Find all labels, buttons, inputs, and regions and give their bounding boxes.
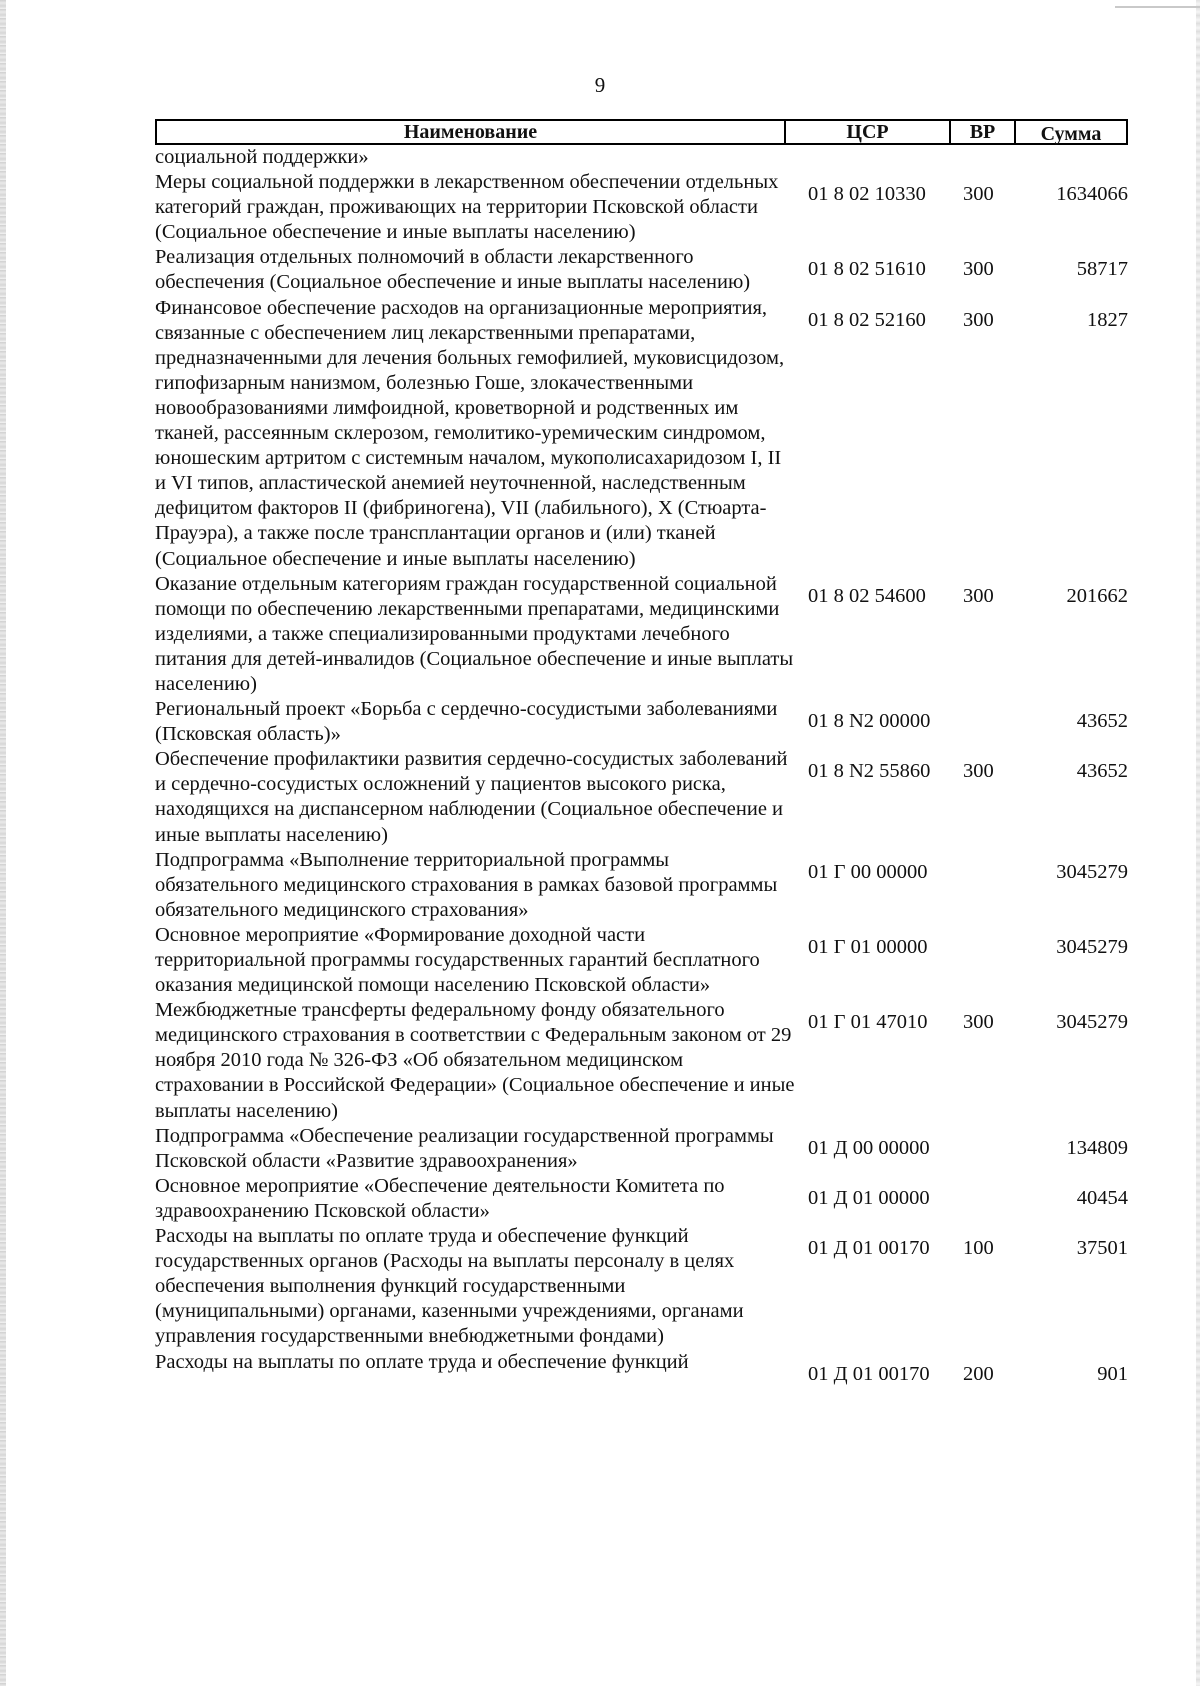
cell-csr: 01 Д 00 00000 (808, 1136, 930, 1159)
cell-vr: 300 (963, 258, 994, 281)
cell-csr: 01 8 02 52160 (808, 308, 926, 331)
cell-sum: 43652 (1076, 710, 1128, 733)
cell-csr: 01 Г 00 00000 (808, 860, 928, 883)
cell-sum: 58717 (1076, 258, 1128, 281)
cell-sum: 134809 (1066, 1136, 1128, 1159)
table-row (155, 245, 1128, 295)
cell-vr: 100 (963, 1237, 994, 1260)
cell-sum: 201662 (1066, 584, 1128, 607)
table-row (155, 848, 1128, 923)
table-row (155, 747, 1128, 847)
header-name: Наименование (157, 121, 786, 143)
cell-sum: 1827 (1087, 308, 1128, 331)
cell-sum: 3045279 (1056, 860, 1128, 883)
budget-table (155, 119, 1128, 1387)
cell-name: Межбюджетные трансферты федеральному фонду обязательного медицинского страхования в соответствии с Федеральным законом от 29 ноября 2010 года № 326-ФЗ «Об обязательном медицинском страховании в Российской Федерации» (Социальное обеспечение и иные выплаты населению) (155, 999, 795, 1122)
cell-sum (1015, 145, 1128, 170)
table-row (155, 998, 1128, 1123)
cell-sum: 37501 (1076, 1237, 1128, 1260)
table-row (155, 697, 1128, 747)
cell-name: Подпрограмма «Обеспечение реализации государственной программы Псковской области «Развитие здравоохранения» (155, 1124, 774, 1172)
cell-sum: 43652 (1076, 760, 1128, 783)
cell-csr: 01 Д 01 00000 (808, 1186, 930, 1209)
table-row (155, 1350, 1128, 1387)
cell-vr (960, 145, 1015, 170)
cell-name: социальной поддержки» (155, 146, 369, 168)
table-row (155, 923, 1128, 998)
cell-csr: 01 8 N2 00000 (808, 710, 931, 733)
cell-sum: 3045279 (1056, 1011, 1128, 1034)
scan-edge-left (0, 0, 6, 1686)
cell-csr: 01 8 N2 55860 (808, 760, 931, 783)
cell-sum: 901 (1097, 1362, 1128, 1385)
table-row (155, 296, 1128, 572)
cell-vr (960, 848, 1015, 923)
cell-name: Финансовое обеспечение расходов на организационные мероприятия, связанные с обеспечением лиц лекарственными препаратами, предназначенными для лечения больных гемофилией, муковисцидозом, гипофизарным нанизмом, болезнью Гоше, злокачественными новообразованиями лимфоидной, кроветворной и родственных им тканей, рассеянным склерозом, гемолитико-уремическим синдромом, юношеским артритом с системным началом, мукополисахаридозом I, II и VI типов, апластической анемией неуточненной, наследственным дефицитом факторов II (фибриногена), VII (лабильного), X (Стюарта-Прауэра), а также после трансплантации органов и (или) тканей (Социальное обеспечение и иные выплаты населению) (155, 296, 785, 570)
cell-vr (960, 1174, 1015, 1224)
scan-corner-mark (1115, 6, 1200, 8)
cell-name: Обеспечение профилактики развития сердечно-сосудистых заболеваний и сердечно-сосудистых осложнений у пациентов высокого риска, находящихся на диспансерном наблюдении (Социальное обеспечение и иные выплаты населению) (155, 748, 788, 846)
cell-vr (960, 923, 1015, 998)
table-row (155, 1124, 1128, 1174)
cell-sum: 3045279 (1056, 935, 1128, 958)
page-number: 9 (594, 73, 606, 97)
cell-name: Меры социальной поддержки в лекарственном обеспечении отдельных категорий граждан, проживающих на территории Псковской области (Социальное обеспечение и иные выплаты населению) (155, 171, 779, 244)
cell-name: Региональный проект «Борьба с сердечно-сосудистыми заболеваниями (Псковская область)» (155, 698, 778, 746)
header-sum: Сумма (1040, 122, 1102, 145)
cell-vr: 300 (963, 760, 994, 783)
header-vr: ВР (951, 121, 1016, 143)
cell-csr: 01 Г 01 00000 (808, 935, 928, 958)
cell-vr: 300 (963, 183, 994, 206)
cell-name: Реализация отдельных полномочий в области лекарственного обеспечения (Социальное обеспечение и иные выплаты населению) (155, 246, 751, 294)
cell-name: Оказание отдельным категориям граждан государственной социальной помощи по обеспечению лекарственными препаратами, медицинскими изделиями, а также специализированными продуктами лечебного питания для детей-инвалидов (Социальное обеспечение и иные выплаты населению) (155, 572, 794, 695)
cell-csr (795, 145, 960, 170)
cell-csr: 01 Г 01 47010 (808, 1011, 928, 1034)
cell-name: Расходы на выплаты по оплате труда и обеспечение функций государственных органов (Расходы на выплаты персоналу в целях обеспечения выполнения функций государственными (муниципальными) органами, казенными учреждениями, органами управления государственными внебюджетными фондами) (155, 1225, 744, 1348)
cell-name: Подпрограмма «Выполнение территориальной программы обязательного медицинского страхования в рамках базовой программы обязательного медицинского страхования» (155, 848, 778, 921)
table-header (155, 119, 1128, 145)
table-row (155, 145, 1128, 170)
scan-edge-right (1196, 0, 1200, 1686)
table-row (155, 170, 1128, 245)
cell-name: Основное мероприятие «Формирование доходной части территориальной программы государственных гарантий бесплатного оказания медицинской помощи населению Псковской области» (155, 923, 760, 997)
cell-csr: 01 8 02 54600 (808, 584, 926, 607)
cell-vr: 300 (963, 308, 994, 331)
cell-sum: 40454 (1076, 1186, 1128, 1209)
cell-vr (960, 697, 1015, 747)
header-csr: ЦСР (786, 121, 951, 143)
cell-vr: 300 (963, 584, 994, 607)
table-row (155, 572, 1128, 697)
cell-sum: 1634066 (1056, 183, 1128, 206)
cell-vr (960, 1124, 1015, 1174)
table-row (155, 1224, 1128, 1349)
cell-csr: 01 8 02 10330 (808, 183, 926, 206)
cell-csr: 01 8 02 51610 (808, 258, 926, 281)
cell-csr: 01 Д 01 00170 (808, 1362, 930, 1385)
table-row (155, 1174, 1128, 1224)
cell-vr: 200 (963, 1362, 994, 1385)
cell-name: Расходы на выплаты по оплате труда и обеспечение функций (155, 1350, 689, 1373)
cell-csr: 01 Д 01 00170 (808, 1237, 930, 1260)
cell-name: Основное мероприятие «Обеспечение деятельности Комитета по здравоохранению Псковской области» (155, 1174, 725, 1222)
cell-vr: 300 (963, 1011, 994, 1034)
